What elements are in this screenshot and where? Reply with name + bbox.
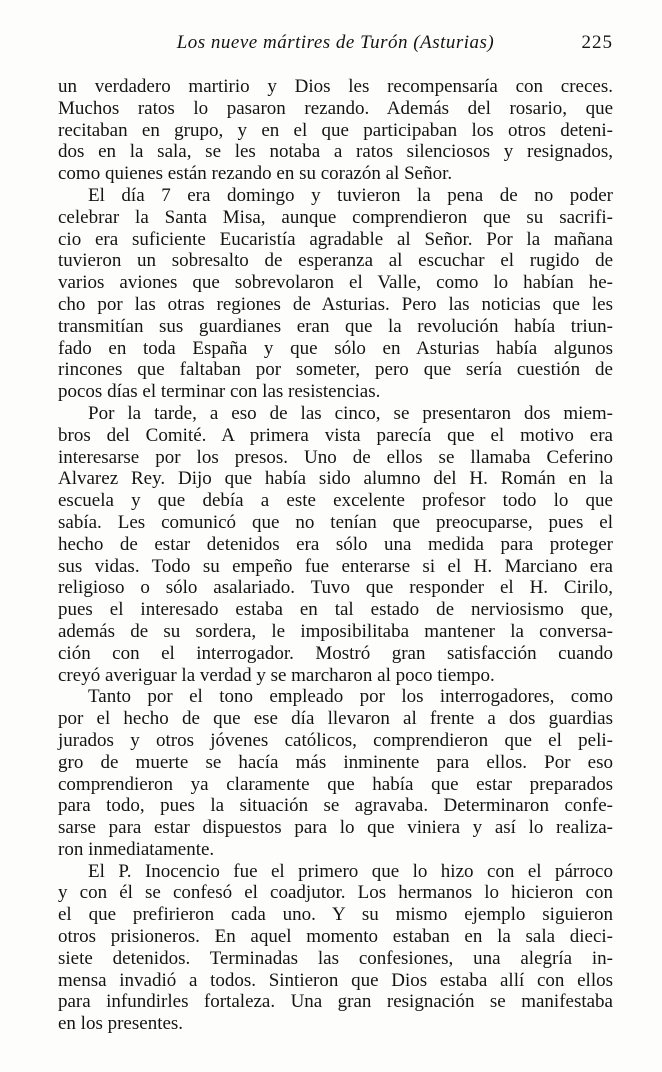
text-line: ron inmediatamente. bbox=[58, 838, 215, 860]
text-line: un verdadero martirio y Dios les recompensaría con creces. bbox=[58, 76, 613, 97]
text-line: tuvieron un sobresalto de esperanza al escuchar el rugido de bbox=[58, 250, 613, 272]
paragraph bbox=[58, 76, 613, 185]
text-line: siete detenidos. Terminadas las confesiones, una alegría in- bbox=[58, 947, 613, 969]
text-line: y con él se confesó el coadjutor. Los hermanos lo hicieron con bbox=[58, 882, 613, 904]
paragraph bbox=[58, 185, 613, 403]
text-line: recitaban en grupo, y en el que participaban los otros deteni- bbox=[58, 119, 613, 141]
text-line: varios aviones que sobrevolaron el Valle, como lo habían he- bbox=[58, 272, 613, 294]
text-line: sus vidas. Todo su empeño fue enterarse si el H. Marciano era bbox=[58, 555, 613, 577]
text-line: dos en la sala, se les notaba a ratos silenciosos y resignados, bbox=[58, 141, 613, 163]
page-header bbox=[58, 30, 613, 56]
text-line: rincones que faltaban por someter, pero que sería cuestión de bbox=[58, 359, 613, 381]
text-line: cio era suficiente Eucaristía agradable al Señor. Por la mañana bbox=[58, 228, 613, 250]
text-line: El P. Inocencio fue el primero que lo hizo con el párroco bbox=[88, 860, 613, 882]
text-line: ción con el interrogador. Mostró gran satisfacción cuando bbox=[58, 642, 613, 664]
text-line: creyó averiguar la verdad y se marcharon al poco tiempo. bbox=[58, 664, 495, 686]
text-line: por el hecho de que ese día llevaron al frente a dos guardias bbox=[58, 708, 613, 730]
text-line: bros del Comité. A primera vista parecía que el motivo era bbox=[58, 424, 613, 446]
text-block bbox=[58, 30, 613, 1035]
text-line: celebrar la Santa Misa, aunque comprendieron que su sacrifi- bbox=[58, 206, 613, 228]
text-line: jurados y otros jóvenes católicos, comprendieron que el peli- bbox=[58, 729, 613, 751]
text-line: escuela y que debía a este excelente profesor todo lo que bbox=[58, 490, 613, 512]
paragraph bbox=[58, 686, 613, 860]
text-line: Por la tarde, a eso de las cinco, se presentaron dos miem- bbox=[88, 402, 613, 424]
text-line: fado en toda España y que sólo en Asturias había algunos bbox=[58, 337, 613, 359]
text-line: otros prisioneros. En aquel momento estaban en la sala dieci- bbox=[58, 926, 613, 948]
text-line: Tanto por el tono empleado por los interrogadores, como bbox=[88, 686, 613, 708]
text-line: sarse para estar dispuestos para lo que viniera y así lo realiza- bbox=[58, 817, 613, 839]
text-line: mensa invadió a todos. Sintieron que Dios estaba allí con ellos bbox=[58, 969, 613, 991]
text-line: como quienes están rezando en su corazón al Señor. bbox=[58, 163, 453, 185]
text-line: para todo, pues la situación se agravaba. Determinaron confe- bbox=[58, 795, 613, 817]
text-line: para infundirles fortaleza. Una gran resignación se manifestaba bbox=[58, 991, 613, 1013]
text-line: transmitían sus guardianes eran que la revolución había triun- bbox=[58, 315, 613, 337]
text-line: pues el interesado estaba en tal estado de nerviosismo que, bbox=[58, 599, 613, 621]
text-line: sabía. Les comunicó que no tenían que preocuparse, pues el bbox=[58, 511, 613, 533]
text-line: comprendieron ya claramente que había que estar preparados bbox=[58, 773, 613, 795]
text-line: gro de muerte se hacía más inminente para ellos. Por eso bbox=[58, 751, 613, 773]
text-line: pocos días el terminar con las resistencias. bbox=[58, 381, 381, 403]
text-line: El día 7 era domingo y tuvieron la pena de no poder bbox=[88, 184, 613, 206]
text-line: cho por las otras regiones de Asturias. Pero las noticias que les bbox=[58, 293, 613, 315]
text-line: el que prefirieron cada uno. Y su mismo ejemplo siguieron bbox=[58, 904, 613, 926]
text-line: Alvarez Rey. Dijo que había sido alumno del H. Román en la bbox=[58, 468, 613, 490]
paragraph bbox=[58, 861, 613, 1035]
page-body bbox=[58, 76, 613, 1035]
page-number: 225 bbox=[581, 32, 613, 53]
text-line: además de su sordera, le imposibilitaba mantener la conversa- bbox=[58, 620, 613, 642]
text-line: religioso o sólo asalariado. Tuvo que responder el H. Cirilo, bbox=[58, 577, 613, 599]
text-line: Muchos ratos lo pasaron rezando. Además del rosario, que bbox=[58, 97, 613, 119]
paragraph bbox=[58, 403, 613, 686]
text-line: en los presentes. bbox=[58, 1013, 184, 1035]
running-title: Los nueve mártires de Turón (Asturias) bbox=[176, 32, 495, 53]
text-line: hecho de estar detenidos era sólo una medida para proteger bbox=[58, 533, 613, 555]
text-line: interesarse por los presos. Uno de ellos se llamaba Ceferino bbox=[58, 446, 613, 468]
